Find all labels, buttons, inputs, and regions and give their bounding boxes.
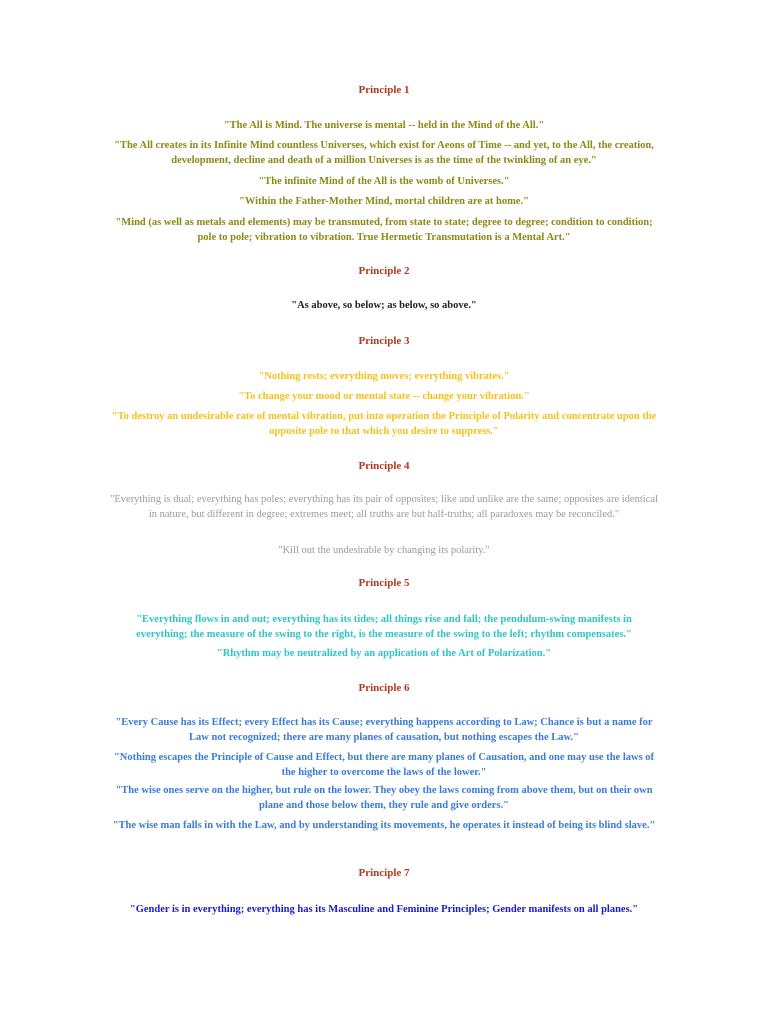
principle-6-quote-1: "Every Cause has its Effect; every Effect has its Cause; everything happens according to Law; Chance is but a name for Law not recognized; there are many planes of causation, but nothing escapes the Law." — [115, 717, 653, 743]
principle-5-quote-2: "Rhythm may be neutralized by an application of the Art of Polarization." — [216, 648, 552, 659]
principle-3-heading: Principle 3 — [358, 335, 410, 347]
principle-7-quote-1: "Gender is in everything; everything has its Masculine and Feminine Principles; Gender manifests on all planes." — [129, 904, 639, 915]
principle-7-heading: Principle 7 — [358, 867, 410, 879]
principle-2-heading: Principle 2 — [358, 265, 410, 277]
principle-1-quote-1: "The All is Mind. The universe is mental -- held in the Mind of the All." — [223, 120, 545, 131]
principle-1-quote-4: "Within the Father-Mother Mind, mortal children are at home." — [239, 196, 529, 207]
principle-1-heading: Principle 1 — [358, 84, 410, 96]
principle-1-quote-2: "The All creates in its Infinite Mind countless Universes, which exist for Aeons of Time -- and yet, to the All, the creation, development, decline and death of a million Universes is as the time of the twinkling of an eye." — [114, 140, 654, 166]
principle-3-quote-2: "To change your mood or mental state -- change your vibration." — [238, 391, 530, 402]
principle-5-heading: Principle 5 — [358, 577, 410, 589]
principle-1-quote-3: "The infinite Mind of the All is the womb of Universes." — [258, 176, 510, 187]
principle-6-quote-4: "The wise man falls in with the Law, and by understanding its movements, he operates it instead of being its blind slave." — [112, 820, 656, 831]
principle-2-quote-1: "As above, so below; as below, so above." — [291, 300, 477, 311]
principle-4-quote-1: "Everything is dual; everything has poles; everything has its pair of opposites; like and unlike are the same; opposites are identical in nature, but different in degree; extremes meet; all truths are but half-truths; all paradoxes may be reconciled." — [110, 494, 658, 520]
principle-6-quote-2: "Nothing escapes the Principle of Cause and Effect, but there are many planes of Causation, and one may use the laws of the higher to overcome the laws of the lower." — [113, 752, 655, 778]
principle-4-quote-2: "Kill out the undesirable by changing its polarity." — [278, 545, 490, 556]
principle-4-heading: Principle 4 — [358, 460, 410, 472]
principle-1-quote-5: "Mind (as well as metals and elements) may be transmuted, from state to state; degree to degree; condition to condition; pole to pole; vibration to vibration. True Hermetic Transmutation is a Mental Art." — [115, 217, 653, 243]
principle-5-quote-1: "Everything flows in and out; everything has its tides; all things rise and fall; the pendulum-swing manifests in everything; the measure of the swing to the right, is the measure of the swing to the left; rhythm compensates." — [136, 614, 632, 640]
principle-3-quote-3: "To destroy an undesirable rate of mental vibration, put into operation the Principle of Polarity and concentrate upon the opposite pole to that which you desire to suppress." — [111, 411, 657, 437]
principle-3-quote-1: "Nothing rests; everything moves; everything vibrates." — [258, 371, 510, 382]
principle-6-quote-3: "The wise ones serve on the higher, but rule on the lower. They obey the laws coming from above them, but on their own plane and those below them, they rule and give orders." — [115, 785, 653, 811]
principle-6-heading: Principle 6 — [358, 682, 410, 694]
